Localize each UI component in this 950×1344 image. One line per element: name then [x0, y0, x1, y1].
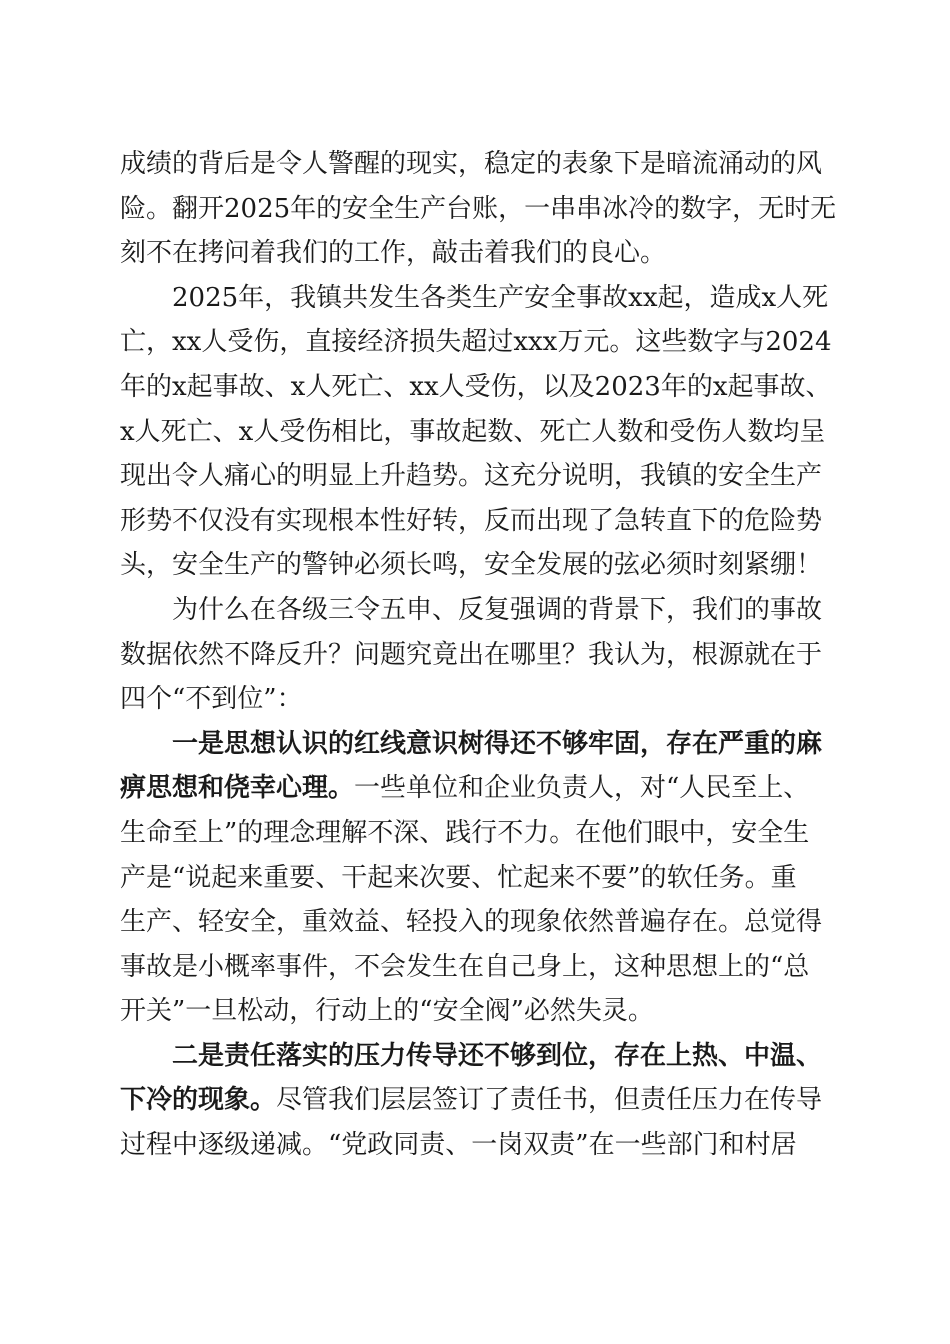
text-line: 刻不在拷问着我们的工作，敲击着我们的良心。: [120, 238, 667, 269]
text-line: 头，安全生产的警钟必须长鸣，安全发展的弦必须时刻紧绷！: [120, 550, 823, 581]
text-line: 现出令人痛心的明显上升趋势。这充分说明，我镇的安全生产: [120, 461, 823, 492]
text-line: 亡，xx人受伤，直接经济损失超过xxx万元。这些数字与2024: [120, 327, 832, 358]
text-line: [120, 1078, 832, 1123]
text-line: 险。翻开2025年的安全生产台账，一串串冰冷的数字，无时无: [120, 193, 837, 224]
body-text: 尽管我们层层签订了责任书，但责任压力在传导: [276, 1085, 823, 1116]
text-line: 年的x起事故、x人死亡、xx人受伤，以及2023年的x起事故、: [120, 371, 832, 402]
document-body: [120, 142, 837, 1168]
text-line: 生命至上”的理念理解不深、践行不力。在他们眼中，安全生: [120, 817, 810, 848]
text-line: 形势不仅没有实现根本性好转，反而出现了急转直下的危险势: [120, 505, 823, 536]
text-line: 产是“说起来重要、干起来次要、忙起来不要”的软任务。重: [120, 862, 797, 893]
text-line: 生产、轻安全，重效益、轻投入的现象依然普遍存在。总觉得: [120, 907, 823, 938]
text-line: x人死亡、x人受伤相比，事故起数、死亡人数和受伤人数均呈: [120, 416, 826, 447]
bold-heading-text: 痹思想和侥幸心理。: [120, 773, 355, 804]
text-line: 四个“不到位”：: [120, 684, 303, 715]
text-line: [120, 766, 832, 811]
bold-heading-line: 一是思想认识的红线意识树得还不够牢固，存在严重的麻: [172, 728, 823, 759]
bold-heading-line: 二是责任落实的压力传导还不够到位，存在上热、中温、: [172, 1040, 823, 1071]
text-line: 成绩的背后是令人警醒的现实，稳定的表象下是暗流涌动的风: [120, 149, 823, 179]
body-text: 一些单位和企业负责人，对“人民至上、: [354, 773, 810, 804]
bold-heading-text: 下冷的现象。: [120, 1085, 277, 1116]
text-line: 开关”一旦松动，行动上的“安全阀”必然失灵。: [120, 996, 654, 1027]
text-line: 为什么在各级三令五申、反复强调的背景下，我们的事故: [172, 594, 823, 625]
text-line: 事故是小概率事件，不会发生在自己身上，这种思想上的“总: [120, 951, 810, 982]
text-line: 2025年，我镇共发生各类生产安全事故xx起，造成x人死: [172, 282, 829, 313]
text-line: 数据依然不降反升？问题究竟出在哪里？我认为，根源就在于: [120, 639, 823, 670]
text-line: 过程中逐级递减。“党政同责、一岗双责”在一些部门和村居: [120, 1130, 797, 1161]
